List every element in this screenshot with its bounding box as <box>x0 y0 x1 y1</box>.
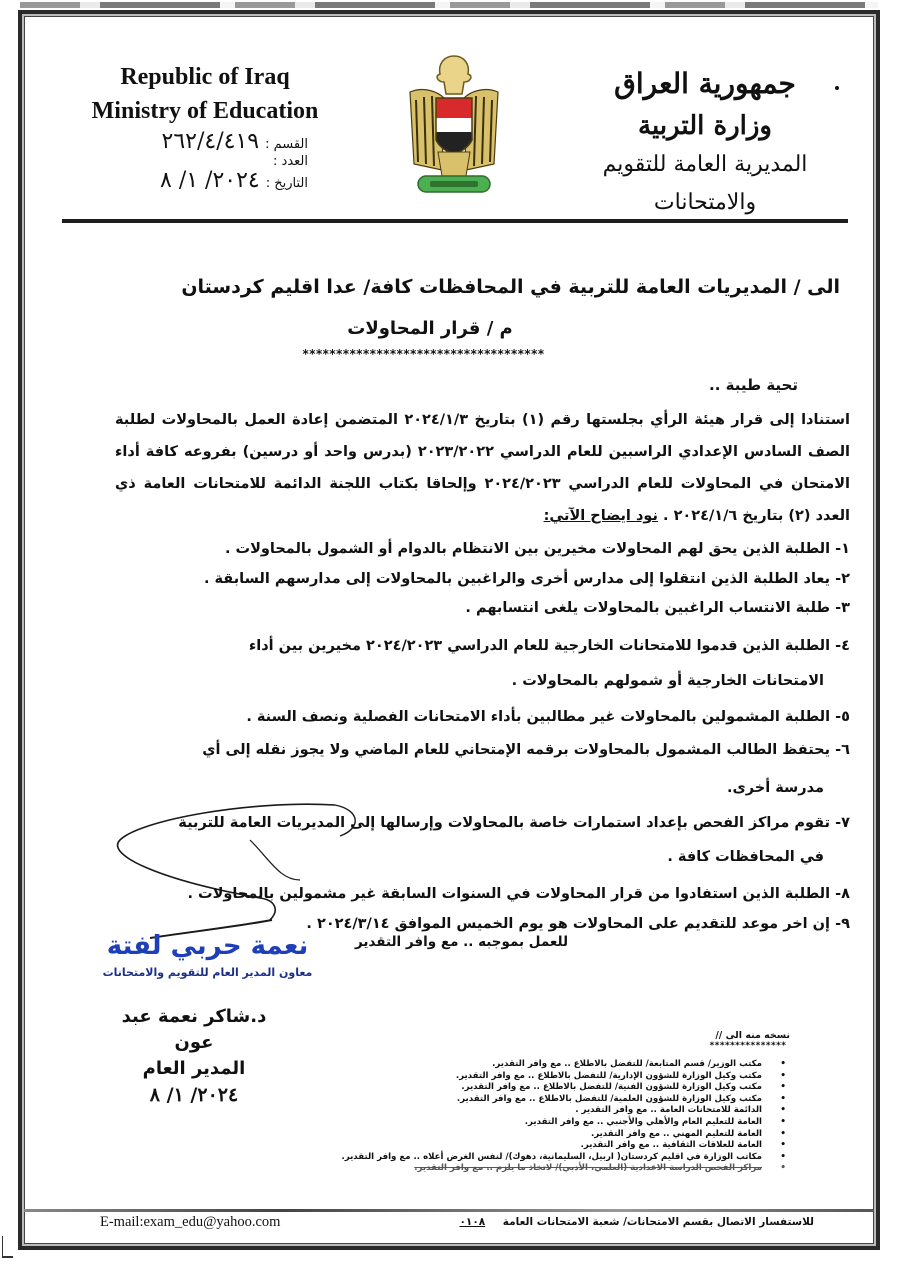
republic-arabic-label: جمهورية العراق <box>614 67 796 100</box>
director-general-block <box>104 1004 284 1108</box>
item-continuation: في المحافظات كافة . <box>667 848 824 865</box>
item-text: الطلبة الذين يحق لهم المحاولات مخيرين بين الانتظام بالدوام أو الشمول بالمحاولات . <box>224 541 831 557</box>
copy-recipient: • مكاتب الوزارة في اقليم كردستان( اربيل، السليمانية، دهوك)/ لنفس الغرض أعلاه .. مع وافر التقدير. <box>300 1152 762 1164</box>
item-text: الطلبة الذين قدموا للامتحانات الخارجية للعام الدراسي ٢٠٢٤/٢٠٢٣ مخيرين بين أداء <box>248 637 831 654</box>
ref-number-label: العدد : <box>273 154 308 169</box>
item-number: ٧- <box>835 815 850 831</box>
header-divider <box>62 219 848 223</box>
list-item <box>90 880 850 910</box>
director-general-date: ٢٠٢٤/ ١/ ٨ <box>149 1084 239 1106</box>
intro-text: استنادا إلى قرار هيئة الرأي بجلستها رقم (١) بتاريخ ٢٠٢٤/١/٣ المتضمن إعادة العمل بالمحاولات لطلبة الصف السادس الإعدادي الراسبين للعام الدراسي ٢٠٢٣/٢٠٢٢ (بدرس واحد أو درسين) بفروعه كافة أداء الامتحان في المحاولات للعام الدراسي ٢٠٢٤/٢٠٢٣ وإلحاقا بكتاب اللجنة الدائمة للامتحانات العامة ذي العدد (٢) بتاريخ ٢٠٢٤/١/٦ . <box>115 412 850 524</box>
numbered-list <box>90 535 850 939</box>
deputy-name: نعمة حربي لفتة <box>106 931 309 961</box>
copy-recipient: • مكتب وكيل الوزارة للشؤون الإدارية/ للتفضل بالاطلاع .. مع وافر التقدير. <box>300 1071 762 1083</box>
item-text: إن اخر موعد للتقديم على المحاولات هو يوم الخميس الموافق ٢٠٢٤/٣/١٤ . <box>306 915 831 932</box>
closing-line: للعمل بموجبه .. مع وافر التقدير <box>355 934 569 950</box>
iraq-eagle-emblem-icon <box>404 52 504 197</box>
item-number: ٣- <box>835 600 850 616</box>
item-text: الطلبة المشمولين بالمحاولات غير مطالبين بأداء الامتحانات الفصلية ونصف السنة . <box>246 708 831 725</box>
ministry-arabic-label: وزارة التربية <box>638 111 772 141</box>
item-text: يحتفظ الطالب المشمول بالمحاولات برقمه الإمتحاني للعام الماضي ولا يجوز نقله إلى أي <box>202 742 831 758</box>
item-continuation: مدرسة أخرى. <box>726 779 824 796</box>
ref-date-row <box>98 169 308 193</box>
copies-list <box>300 1030 790 1175</box>
copy-recipient: • مكتب وكيل الوزارة للشؤون العلمية/ للتفضل بالاطلاع .. مع وافر التقدير. <box>300 1094 762 1106</box>
english-letterhead <box>70 60 340 128</box>
intro-underlined-text: نود ايضاح الآتي: <box>543 508 658 524</box>
item-text: طلبة الانتساب الراغبين بالمحاولات يلغى انتسابهم . <box>465 600 831 616</box>
arabic-letterhead <box>560 62 850 222</box>
scan-edge <box>20 2 878 8</box>
item-text: تقوم مراكز الفحص بإعداد استمارات خاصة بالمحاولات وإرسالها إلى المديريات العامة للتربية <box>178 815 831 831</box>
item-number: ٨- <box>835 886 850 902</box>
deputy-title: معاون المدير العام للتقويم والامتحانات <box>102 966 313 979</box>
list-item <box>90 703 850 733</box>
copies-heading: نسخه منه الى // <box>715 1030 790 1041</box>
reference-block <box>98 130 308 193</box>
director-general-name: د.شاكر نعمة عبد عون <box>121 1006 267 1053</box>
item-number: ٦- <box>835 742 850 758</box>
item-text: يعاد الطلبة الذين انتقلوا إلى مدارس أخرى والراغبين بالمحاولات إلى مدارسهم السابقة . <box>203 570 831 587</box>
copy-recipient: • العامة للعلاقات الثقافية .. مع وافر التقدير. <box>300 1140 762 1152</box>
item-number: ٩- <box>835 915 850 932</box>
item-number: ٤- <box>835 637 850 654</box>
copy-recipient: • مكتب وكيل الوزارة للشؤون الفنية/ للتفضل بالاطلاع .. مع وافر التقدير. <box>300 1082 762 1094</box>
subject-line: م / قرار المحاولات <box>347 318 513 339</box>
ref-section-row <box>98 130 308 154</box>
deputy-signature-stamp <box>100 928 315 982</box>
copy-recipient: • العامة للتعليم العام والأهلي والأجنبي .. مع وافر التقدير. <box>300 1117 762 1129</box>
footer-email[interactable]: E-mail:exam_edu@yahoo.com <box>100 1214 281 1230</box>
republic-label: Republic of Iraq <box>120 64 290 90</box>
ref-date-label: التاريخ : <box>265 176 308 191</box>
list-item <box>90 736 850 803</box>
copies-stars: *************** <box>709 1041 786 1051</box>
ref-number-row <box>98 154 308 169</box>
item-number: ١- <box>835 541 850 557</box>
intro-paragraph <box>115 404 850 532</box>
item-number: ٥- <box>835 708 850 725</box>
copy-recipient: • مكتب الوزير/ قسم المتابعة/ للتفضل بالاطلاع .. مع وافر التقدير. <box>300 1059 762 1071</box>
list-item <box>90 535 850 565</box>
list-item <box>90 565 850 595</box>
list-item <box>90 632 850 697</box>
contact-text: للاستفسار الاتصال بقسم الامتحانات/ شعبة الامتحانات العامة <box>502 1216 814 1228</box>
item-continuation: الامتحانات الخارجية أو شمولهم بالمحاولات . <box>511 673 824 689</box>
list-item <box>90 809 850 872</box>
copy-recipient: • مراكز الفحص الدراسة الاعدادية (العلمي، الأدبي)/ لاتخاذ ما يلزم .. مع وافر التقدير. <box>300 1163 762 1175</box>
item-text: الطلبة الذين استفادوا من قرار المحاولات في السنوات السابقة غير مشمولين بالمحاولات . <box>187 886 831 902</box>
ref-date-value: ٢٠٢٤/ ١/ ٨ <box>160 168 260 193</box>
directorate-arabic-label: المديرية العامة للتقويم والامتحانات <box>602 152 808 215</box>
item-number: ٢- <box>835 570 850 587</box>
copy-recipient: • الدائمة للامتحانات العامة .. مع وافر التقدير . <box>300 1105 762 1117</box>
list-item <box>90 594 850 624</box>
contact-number: ٠١٠٨ <box>459 1216 486 1228</box>
footer-contact <box>460 1216 815 1228</box>
footer-divider <box>24 1209 874 1212</box>
copy-recipient: • العامة للتعليم المهني .. مع وافر التقدير. <box>300 1129 762 1141</box>
greeting: تحية طيبة .. <box>709 376 798 394</box>
scan-corner-mark <box>2 1236 13 1258</box>
ref-section-value: ٢٦٢/٤/٤١٩ <box>161 129 260 154</box>
ref-section-label: القسم : <box>265 137 308 152</box>
separator-stars: ************************************ <box>302 347 545 361</box>
ministry-label: Ministry of Education <box>91 98 319 124</box>
director-general-title: المدير العام <box>142 1058 246 1079</box>
addressee: الى / المديريات العامة للتربية في المحافظات كافة/ عدا اقليم كردستان <box>181 276 840 298</box>
